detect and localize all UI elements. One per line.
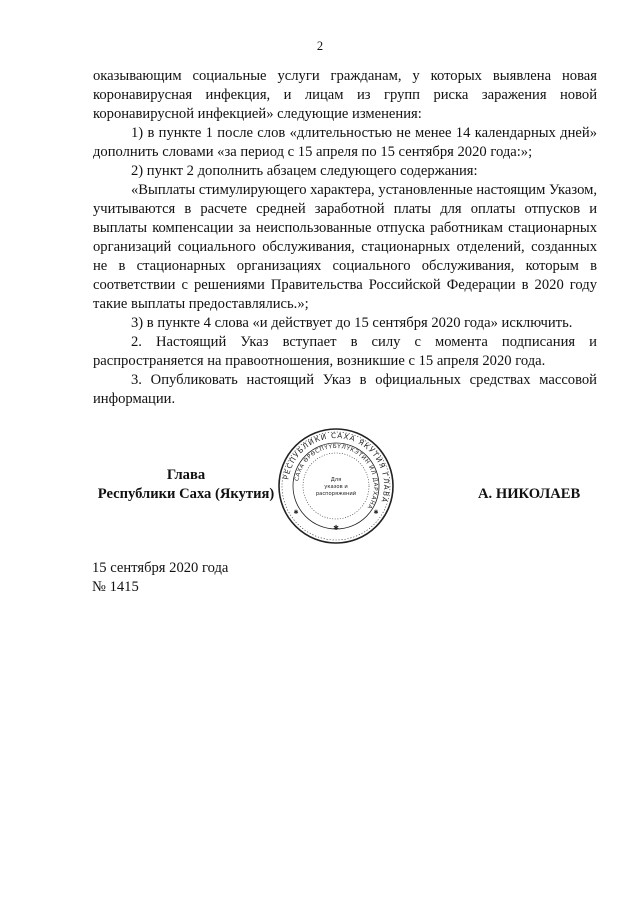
page-number: 2 — [316, 39, 324, 53]
signatory-title — [91, 466, 281, 504]
svg-text:✱: ✱ — [333, 524, 339, 532]
svg-text:✱: ✱ — [373, 509, 379, 516]
svg-text:✱: ✱ — [293, 509, 299, 516]
seal-center-line-2: указов и — [324, 484, 348, 490]
seal-inner-text: САХА ӨРӨСПҮҮБҮЛҮКЭТИН ИЛ ДАРХАНА — [294, 443, 379, 510]
paragraph-item-1: 1) в пункте 1 после слов «длительностью не менее 14 календарных дней» дополнить словами «за период с 15 апреля по 15 сентября 2020 года:»; — [93, 125, 597, 160]
paragraph-clause-3: 3. Опубликовать настоящий Указ в официальных средствах массовой информации. — [93, 372, 597, 407]
seal-center-line-3: распоряжений — [315, 491, 357, 497]
seal-outer-text: РЕСПУБЛИКИ САХА ЯКУТИЯ ГЛАВА — [281, 430, 392, 505]
signatory-title-line-1: Глава — [166, 467, 206, 483]
seal-center-line-1: Для — [330, 477, 342, 483]
paragraph-item-3: 3) в пункте 4 слова «и действует до 15 сентября 2020 года» исключить. — [131, 315, 573, 331]
signing-date: 15 сентября 2020 года — [92, 560, 229, 576]
decree-body — [93, 67, 597, 409]
official-seal-stamp — [276, 426, 396, 546]
paragraph-clause-2: 2. Настоящий Указ вступает в силу с момента подписания и распространяется на правоотношения, возникшие с 15 апреля 2020 года. — [93, 334, 597, 369]
paragraph-item-2: 2) пункт 2 дополнить абзацем следующего содержания: — [131, 163, 478, 179]
signatory-name: А. НИКОЛАЕВ — [478, 486, 581, 502]
signatory-title-line-2: Республики Саха (Якутия) — [97, 486, 275, 502]
paragraph-quote: «Выплаты стимулирующего характера, установленные настоящим Указом, учитываются в расчете средней заработной платы для оплаты отпусков и выплаты компенсации за неиспользованные отпуска работникам стационарных организаций социального обслуживания, стационарных отделений, созданных не в стационарных организациях социального обслуживания, которым в соответствии с решениями Правительства Российской Федерации в 2020 году такие выплаты предоставлялись.»; — [93, 182, 597, 312]
decree-number: № 1415 — [92, 579, 139, 595]
paragraph-continuation: оказывающим социальные услуги гражданам, у которых выявлена новая коронавирусная инфекция, и лицам из групп риска заражения новой коронавирусной инфекцией» следующие изменения: — [93, 68, 597, 122]
